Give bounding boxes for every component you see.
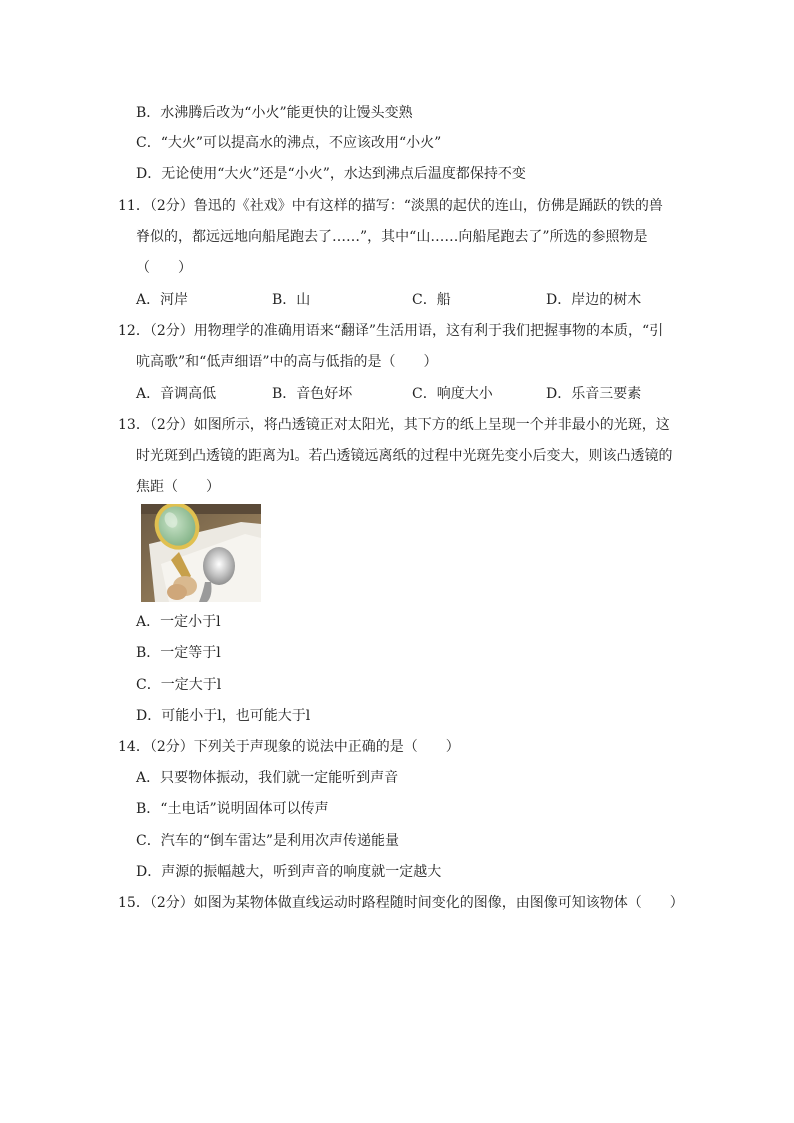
q14-stem-line1: 14．（2分）下列关于声现象的说法中正确的是（ ）: [118, 739, 460, 755]
q14-option-d[interactable]: D．声源的振幅越大，听到声音的响度就一定越大: [136, 864, 442, 880]
q12-stem-line1: 12．（2分）用物理学的准确用语来“翻译”生活用语，这有利于我们把握事物的本质，“引: [118, 323, 664, 339]
q11-answer-blank: （ ）: [136, 260, 192, 276]
q13-option-d[interactable]: D．可能小于l，也可能大于l: [136, 708, 311, 724]
q11-stem-line2: 脊似的，都远远地向船尾跑去了……”，其中“山……向船尾跑去了”所选的参照物是: [136, 229, 648, 245]
q12-option-d[interactable]: D．乐音三要素: [546, 386, 642, 402]
q10-option-c[interactable]: C．“大火”可以提高水的沸点，不应该改用“小火”: [136, 135, 442, 151]
q11-stem-line1: 11．（2分）鲁迅的《社戏》中有这样的描写：“淡黑的起伏的连山，仿佛是踊跃的铁的兽: [118, 198, 663, 214]
q12-stem-line2: 吭高歌”和“低声细语”中的高与低指的是（ ）: [136, 354, 438, 370]
q13-option-b[interactable]: B．一定等于l: [136, 645, 221, 661]
q13-option-c[interactable]: C．一定大于l: [136, 677, 222, 693]
q12-option-b[interactable]: B．音色好坏: [272, 386, 353, 402]
q11-option-c[interactable]: C．船: [412, 292, 451, 308]
q10-option-b[interactable]: B．水沸腾后改为“小火”能更快的让馒头变熟: [136, 105, 413, 121]
q11-option-a[interactable]: A．河岸: [136, 292, 189, 308]
q13-option-a[interactable]: A．一定小于l: [136, 614, 221, 630]
q13-stem-line3: 焦距（ ）: [136, 479, 220, 495]
q13-stem-line1: 13．（2分）如图所示，将凸透镜正对太阳光，其下方的纸上呈现一个并非最小的光斑，这: [118, 417, 670, 433]
q12-option-a[interactable]: A．音调高低: [136, 386, 217, 402]
q11-option-d[interactable]: D．岸边的树木: [546, 292, 642, 308]
q12-option-c[interactable]: C．响度大小: [412, 386, 493, 402]
q14-option-b[interactable]: B．“土电话”说明固体可以传声: [136, 801, 329, 817]
q13-stem-line2: 时光斑到凸透镜的距离为l。若凸透镜远离纸的过程中光斑先变小后变大，则该凸透镜的: [136, 448, 673, 464]
q15-stem-line1: 15．（2分）如图为某物体做直线运动时路程随时间变化的图像，由图像可知该物体（ ）: [118, 895, 684, 911]
magnifier-photo: [141, 504, 261, 602]
q11-option-b[interactable]: B．山: [272, 292, 311, 308]
q14-option-c[interactable]: C．汽车的“倒车雷达”是利用次声传递能量: [136, 833, 400, 849]
q14-option-a[interactable]: A．只要物体振动，我们就一定能听到声音: [136, 770, 399, 786]
q10-option-d[interactable]: D．无论使用“大火”还是“小火”，水达到沸点后温度都保持不变: [136, 166, 526, 182]
